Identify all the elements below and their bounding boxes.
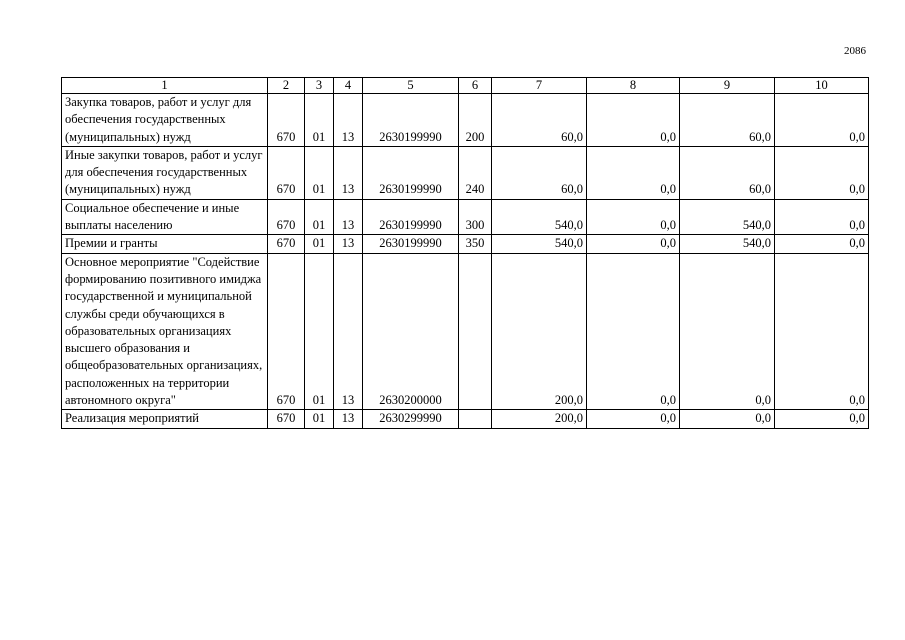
code-cell xyxy=(459,410,492,428)
code-cell: 2630299990 xyxy=(363,410,459,428)
code-cell: 13 xyxy=(334,94,363,147)
amount-cell: 0,0 xyxy=(775,146,869,199)
amount-cell: 60,0 xyxy=(492,146,587,199)
column-header: 7 xyxy=(492,78,587,94)
amount-cell: 0,0 xyxy=(587,410,680,428)
amount-cell: 60,0 xyxy=(680,146,775,199)
table-row xyxy=(62,235,869,253)
code-cell: 13 xyxy=(334,410,363,428)
table-row xyxy=(62,199,869,235)
code-cell: 01 xyxy=(305,235,334,253)
row-name-cell: Иные закупки товаров, работ и услуг для обеспечения государственных (муниципальных) нужд xyxy=(62,146,268,199)
amount-cell: 0,0 xyxy=(587,94,680,147)
amount-cell: 200,0 xyxy=(492,253,587,410)
table-row xyxy=(62,146,869,199)
code-cell: 670 xyxy=(268,146,305,199)
code-cell: 13 xyxy=(334,253,363,410)
column-header: 8 xyxy=(587,78,680,94)
amount-cell: 540,0 xyxy=(680,235,775,253)
code-cell: 13 xyxy=(334,235,363,253)
amount-cell: 0,0 xyxy=(680,410,775,428)
code-cell xyxy=(459,253,492,410)
code-cell: 13 xyxy=(334,199,363,235)
code-cell: 670 xyxy=(268,94,305,147)
table-row xyxy=(62,253,869,410)
code-cell: 2630199990 xyxy=(363,94,459,147)
code-cell: 300 xyxy=(459,199,492,235)
column-header: 4 xyxy=(334,78,363,94)
code-cell: 01 xyxy=(305,410,334,428)
amount-cell: 540,0 xyxy=(492,199,587,235)
amount-cell: 0,0 xyxy=(775,253,869,410)
column-header: 6 xyxy=(459,78,492,94)
header-row xyxy=(62,78,869,94)
amount-cell: 0,0 xyxy=(680,253,775,410)
amount-cell: 200,0 xyxy=(492,410,587,428)
amount-cell: 0,0 xyxy=(775,94,869,147)
code-cell: 670 xyxy=(268,253,305,410)
row-name-cell: Закупка товаров, работ и услуг для обеспечения государственных (муниципальных) нужд xyxy=(62,94,268,147)
amount-cell: 540,0 xyxy=(680,199,775,235)
row-name-cell: Премии и гранты xyxy=(62,235,268,253)
amount-cell: 60,0 xyxy=(492,94,587,147)
page-number: 2086 xyxy=(844,45,866,57)
budget-table xyxy=(61,77,869,429)
amount-cell: 60,0 xyxy=(680,94,775,147)
code-cell: 01 xyxy=(305,253,334,410)
column-header: 1 xyxy=(62,78,268,94)
column-header: 10 xyxy=(775,78,869,94)
amount-cell: 0,0 xyxy=(587,146,680,199)
column-header: 9 xyxy=(680,78,775,94)
amount-cell: 0,0 xyxy=(775,410,869,428)
code-cell: 01 xyxy=(305,199,334,235)
code-cell: 670 xyxy=(268,410,305,428)
amount-cell: 0,0 xyxy=(775,199,869,235)
code-cell: 200 xyxy=(459,94,492,147)
code-cell: 670 xyxy=(268,199,305,235)
row-name-cell: Реализация мероприятий xyxy=(62,410,268,428)
table-row xyxy=(62,410,869,428)
code-cell: 01 xyxy=(305,146,334,199)
code-cell: 01 xyxy=(305,94,334,147)
row-name-cell: Социальное обеспечение и иные выплаты населению xyxy=(62,199,268,235)
code-cell: 2630199990 xyxy=(363,199,459,235)
code-cell: 670 xyxy=(268,235,305,253)
amount-cell: 0,0 xyxy=(587,253,680,410)
code-cell: 2630199990 xyxy=(363,146,459,199)
code-cell: 240 xyxy=(459,146,492,199)
code-cell: 350 xyxy=(459,235,492,253)
amount-cell: 0,0 xyxy=(775,235,869,253)
column-header: 3 xyxy=(305,78,334,94)
table-row xyxy=(62,94,869,147)
amount-cell: 0,0 xyxy=(587,199,680,235)
code-cell: 2630200000 xyxy=(363,253,459,410)
column-header: 2 xyxy=(268,78,305,94)
code-cell: 13 xyxy=(334,146,363,199)
column-header: 5 xyxy=(363,78,459,94)
amount-cell: 540,0 xyxy=(492,235,587,253)
row-name-cell: Основное мероприятие "Содействие формированию позитивного имиджа государственной и муниципальной службы среди обучающихся в образовательных организациях высшего образования и общеобразовательных организациях, расположенных на территории автономного округа" xyxy=(62,253,268,410)
code-cell: 2630199990 xyxy=(363,235,459,253)
amount-cell: 0,0 xyxy=(587,235,680,253)
